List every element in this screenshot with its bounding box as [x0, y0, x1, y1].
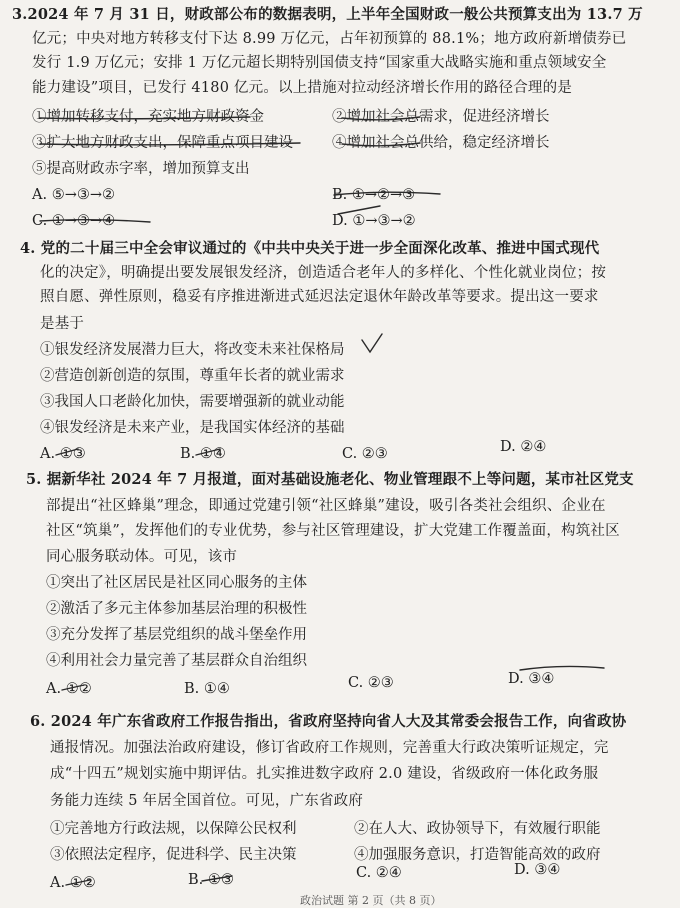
q6-stem-line-3: 成“十四五”规划实施中期评估。扎实推进数字政府 2.0 建设，省级政府一体化政务服: [50, 766, 599, 782]
q3-choice-a[interactable]: A. ⑤→③→②: [32, 187, 115, 203]
q3-item-3: ③扩大地方财政支出，保障重点项目建设: [32, 135, 293, 151]
q6-choice-d[interactable]: D. ③④: [514, 862, 561, 878]
q3-stem-line-4: 能力建设”项目，已发行 4180 亿元。以上措施对拉动经济增长作用的路径合理的是: [32, 80, 573, 96]
q3-stem-line-3: 发行 1.9 万亿元；安排 1 万亿元超长期特别国债支持“国家重大战略实施和重点领域安全: [32, 55, 607, 71]
q4-choice-b[interactable]: B. ①④: [180, 446, 226, 462]
q6-stem-line-4: 务能力连续 5 年居全国首位。可见，广东省政府: [50, 793, 364, 809]
q4-item-2: ②营造创新创造的氛围，尊重年长者的就业需求: [40, 368, 345, 384]
q5-stem-line-1: 5. 据新华社 2024 年 7 月报道，面对基础设施老化、物业管理跟不上等问题，某市社区党支: [26, 471, 634, 488]
q4-check-mark: [362, 334, 382, 352]
q5-choice-a[interactable]: A. ①②: [46, 681, 92, 697]
q4-choice-a[interactable]: A. ①③: [40, 446, 86, 462]
q4-stem-line-2: 化的决定》，明确提出要发展银发经济，创造适合老年人的多样化、个性化就业岗位；按: [40, 265, 607, 281]
q3-stem-line-2: 亿元；中央对地方转移支付下达 8.99 万亿元，占年初预算的 88.1%；地方政府新增债券已: [32, 31, 627, 47]
q3-item-4: ④增加社会总供给，稳定经济增长: [332, 135, 550, 151]
q6-choice-b[interactable]: B. ①③: [188, 872, 234, 888]
q5-choice-b[interactable]: B. ①④: [184, 681, 230, 697]
q4-stem-line-4: 是基于: [40, 316, 85, 332]
q4-stem-line-1: 4. 党的二十届三中全会审议通过的《中共中央关于进一步全面深化改革、推进中国式现代: [20, 240, 600, 257]
q4-choice-d[interactable]: D. ②④: [500, 439, 547, 455]
q4-item-1: ①银发经济发展潜力巨大，将改变未来社保格局: [40, 342, 345, 358]
q4-stem-line-3: 照自愿、弹性原则，稳妥有序推进渐进式延迟法定退休年龄改革等要求。提出这一要求: [40, 289, 599, 305]
q6-choice-c[interactable]: C. ②④: [356, 865, 402, 881]
q4-item-4: ④银发经济是未来产业，是我国实体经济的基础: [40, 420, 345, 436]
q4-choice-c[interactable]: C. ②③: [342, 446, 388, 462]
q4-item-3: ③我国人口老龄化加快，需要增强新的就业动能: [40, 394, 345, 410]
q3-item-1: ①增加转移支付，充实地方财政资金: [32, 109, 264, 125]
q5-item-2: ②激活了多元主体参加基层治理的积极性: [46, 601, 307, 617]
q3-choice-b[interactable]: B. ①→②→③: [332, 187, 416, 203]
q5-item-3: ③充分发挥了基层党组织的战斗堡垒作用: [46, 627, 307, 643]
q5-item-4: ④利用社会力量完善了基层群众自治组织: [46, 653, 307, 669]
q6-item-2: ②在人大、政协领导下，有效履行职能: [354, 821, 601, 837]
q6-item-3: ③依照法定程序，促进科学、民主决策: [50, 847, 297, 863]
q6-stem-line-1: 6. 2024 年广东省政府工作报告指出，省政府坚持向省人大及其常委会报告工作，向省政协: [30, 713, 627, 730]
q5-item-1: ①突出了社区居民是社区同心服务的主体: [46, 575, 307, 591]
q3-item-2: ②增加社会总需求，促进经济增长: [332, 109, 550, 125]
q3-stem-line-1: 3.2024 年 7 月 31 日，财政部公布的数据表明，上半年全国财政一般公共预算支出为 13.7 万: [12, 6, 643, 23]
q5-stem-line-4: 同心服务联动体。可见，该市: [46, 549, 238, 565]
page-footer: 政治试题 第 2 页（共 8 页）: [300, 894, 442, 907]
q3-choice-c[interactable]: C. ①→③→④: [32, 213, 116, 229]
q5-stem-line-3: 社区“筑巢”，发挥他们的专业优势，参与社区管理建设，扩大党建工作覆盖面，构筑社区: [46, 523, 620, 539]
q3-item-5: ⑤提高财政赤字率，增加预算支出: [32, 161, 250, 177]
q5-choice-c[interactable]: C. ②③: [348, 675, 394, 691]
q5-stem-line-2: 部提出“社区蜂巢”理念，即通过党建引领“社区蜂巢”建设，吸引各类社会组织、企业在: [46, 498, 606, 514]
q6-stem-line-2: 通报情况。加强法治政府建设，修订省政府工作规则，完善重大行政决策听证规定，完: [50, 740, 609, 756]
q6-item-1: ①完善地方行政法规，以保障公民权利: [50, 821, 297, 837]
q6-item-4: ④加强服务意识，打造智能高效的政府: [354, 847, 601, 863]
q6-choice-a[interactable]: A. ①②: [50, 875, 96, 891]
q3-choice-d[interactable]: D. ①→③→②: [332, 213, 416, 229]
q5-choice-d[interactable]: D. ③④: [508, 671, 555, 687]
